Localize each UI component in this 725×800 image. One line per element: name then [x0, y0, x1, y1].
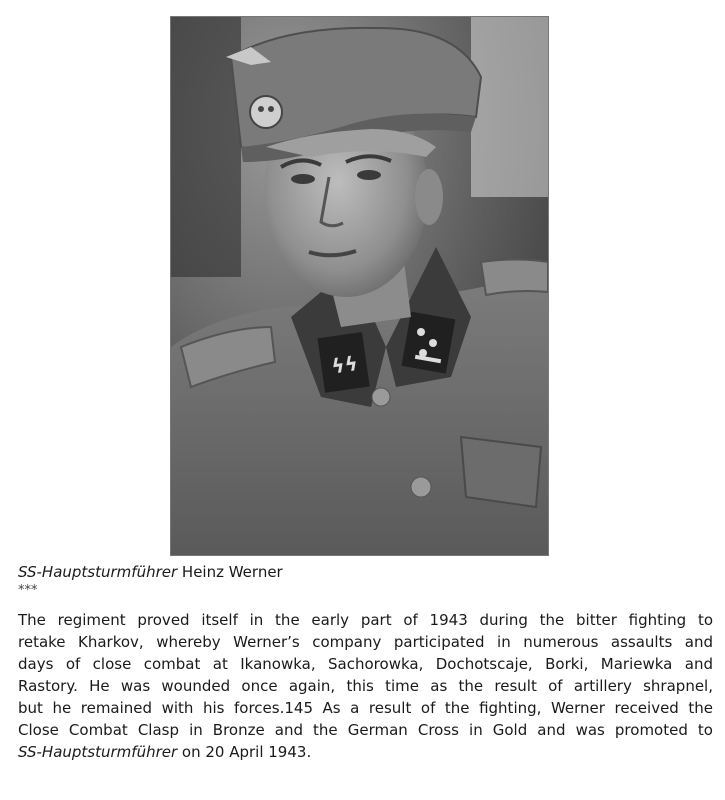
paragraph-last-line	[18, 741, 713, 763]
paragraph-line: Rastory. He was wounded once again, this time as the result of artillery shrapnel,	[18, 677, 713, 695]
paragraph-tail: on 20 April 1943.	[177, 743, 312, 761]
caption-rank: SS-Hauptsturmführer	[18, 563, 178, 581]
photo-caption	[18, 563, 283, 581]
portrait-illustration	[171, 17, 548, 555]
paragraph-line: but he remained with his forces.145 As a result of the fighting, Werner received the	[18, 699, 713, 717]
svg-text:ϟϟ: ϟϟ	[329, 351, 360, 379]
paragraph-line: The regiment proved itself in the early part of 1943 during the bitter fighting to	[18, 611, 713, 629]
portrait-photo	[170, 16, 549, 556]
caption-name: Heinz Werner	[177, 563, 283, 581]
paragraph-rank: SS-Hauptsturmführer	[18, 743, 178, 761]
paragraph-line: days of close combat at Ikanowka, Sachorowka, Dochotscaje, Borki, Mariewka and	[18, 655, 713, 673]
paragraph-line: retake Kharkov, whereby Werner’s company participated in numerous assaults and	[18, 633, 713, 651]
body-paragraph	[18, 609, 713, 763]
section-separator: ***	[18, 583, 38, 598]
paragraph-line: Close Combat Clasp in Bronze and the German Cross in Gold and was promoted to	[18, 721, 713, 739]
